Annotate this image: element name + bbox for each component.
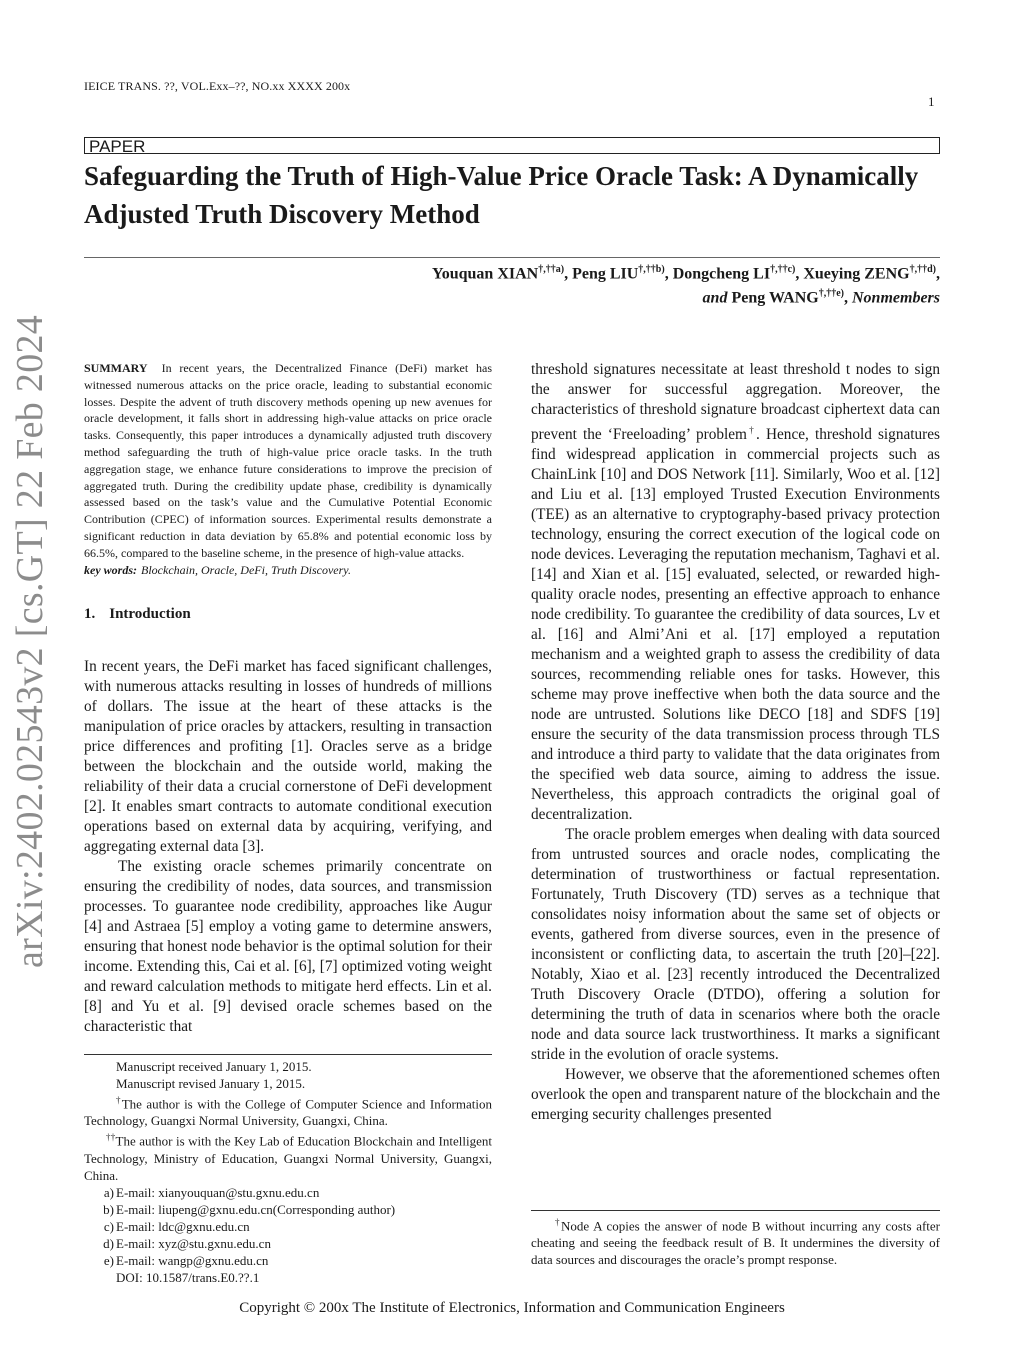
abstract-label: SUMMARY [84, 361, 148, 375]
footnote-divider [84, 1054, 492, 1055]
page-number: 1 [928, 94, 935, 109]
abstract [84, 360, 492, 562]
author-separator: , [795, 265, 804, 283]
affiliation-note [84, 1092, 492, 1129]
body-paragraph: In recent years, the DeFi market has faced significant challenges, with numerous attacks resulting in losses of hundreds of millions of dollars. The issue at the heart of these attacks is the manipulation of price oracles by attackers, resulting in transaction price differences and profiting [1]. Oracles serve as a bridge between the blockchain and the outside world, making the reliability of their data a crucial cornerstone of DeFi development [2]. It enables smart contracts to automate conditional execution operations based on external data by acquiring, verifying, and aggregating external data [3]. [84, 657, 492, 855]
footnote-mark: † [746, 425, 757, 435]
paper-type-label: PAPER [84, 137, 940, 154]
author-name: Youquan XIAN [431, 265, 539, 283]
body-paragraph [531, 360, 940, 825]
revised-date: Manuscript revised January 1, 2015. [116, 1076, 306, 1091]
membership-status: Nonmembers [852, 289, 940, 307]
email-key: d) [103, 1235, 114, 1251]
email-line [84, 1235, 492, 1252]
author-line-2: and Peng $WANG^{\dagger,\dagger\dagger e)}$, Nonmembers [702, 288, 940, 307]
author-affiliation-mark: †,††d) [909, 264, 936, 275]
author-name: Dongcheng LI [672, 265, 771, 283]
paragraph-text: . Hence, threshold signatures find widespread application in commercial projects such as ChainLink [10] and DOS Network [11]. Similarly, Woo et al. [12] and Liu et al. [13] employed Trusted Execution Environments (TEE) as an alternative to cryptography-based privacy protection technology, ensuring the correct execution of the logical code on node devices. Leveraging the reputation mechanism, Taghavi et al. [14] and Xian et al. [15] evaluated, selected, or rewarded high-quality oracle nodes, presenting an effective approach to enhance node credibility. To guarantee the credibility of data sources, Lv et al. [16] and Almi’Ani et al. [17] employed a reputation mechanism and a weighted graph to assess the credibility of data sources, recommending reliable ones for tasks. However, this scheme may prove ineffective when both the data source and the node are untrusted. Solutions like DECO [18] and SDFS [19] ensure the security of the data transmission process through TLS and introduce a third party to validate that the data originates from the specified web data source, aiming to address the issue. Nevertheless, this approach contradicts the original goal of decentralization. [531, 426, 941, 824]
email-text: E-mail: xianyouquan@stu.gxnu.edu.cn [116, 1184, 320, 1200]
author-name: Peng WANG [731, 289, 819, 307]
footnote-divider [531, 1210, 940, 1211]
author-separator: , [936, 265, 940, 283]
affiliation-text: The author is with the College of Computer Science and Information Technology, Guangxi Normal University, Guangxi, China. [84, 1096, 492, 1129]
email-line [84, 1218, 492, 1235]
email-line [84, 1184, 492, 1201]
manuscript-footnotes [84, 1058, 492, 1286]
section-heading [84, 606, 492, 623]
author-line-1 [80, 260, 940, 284]
copyright-notice: Copyright © 200x The Institute of Electronics, Information and Communication Engineers [239, 1300, 785, 1316]
section-title: Introduction [109, 605, 191, 622]
author-name: Xueying ZENG [803, 265, 910, 283]
email-text: E-mail: xyz@stu.gxnu.edu.cn [116, 1235, 271, 1251]
affiliation-note [84, 1129, 492, 1183]
keywords-label: key words: [84, 562, 137, 577]
abstract-text: In recent years, the Decentralized Finance (DeFi) market has witnessed numerous attacks on the price oracle, leading to substantial economic losses. Despite the advent of truth discovery methods opening up new avenues for oracle development, it falls short in addressing high-value attacks on price oracle tasks. Consequently, this paper introduces a dynamically adjusted truth discovery method safeguarding the truth of high-value price oracle tasks. In the truth aggregation stage, we enhance future considerations to improve the precision of aggregated truth. During the credibility update phase, credibility is dynamically assessed based on the task’s value and the Cumulative Potential Economic Contribution (CPEC) of information sources. Experimental results demonstrate a significant reduction in data deviation by 65.8% and potential economic loss by 66.5%, compared to the baseline scheme, in the presence of high-value attacks. [84, 361, 492, 560]
email-key: c) [103, 1218, 114, 1234]
body-paragraph: However, we observe that the aforementioned schemes often overlook the open and transparent nature of the blockchain and the emerging security challenges presented [531, 1066, 940, 1124]
affiliation-text: The author is with the Key Lab of Education Blockchain and Intelligent Technology, Ministry of Education, Guangxi Normal University, Guangxi, China. [84, 1133, 492, 1183]
keywords [84, 562, 492, 578]
author-affiliation-mark: †,††e) [818, 288, 844, 300]
email-key: a) [103, 1184, 114, 1200]
left-column [84, 360, 492, 1037]
doi: DOI: 10.1587/trans.E0.??.1 [116, 1269, 260, 1285]
email-line [84, 1252, 492, 1269]
title-divider [84, 257, 940, 258]
author-affiliation-mark: †,††a) [538, 264, 565, 275]
email-key: e) [103, 1252, 114, 1268]
footnote-mark: †† [106, 1132, 116, 1143]
footnote-text: Node A copies the answer of node B without incurring any costs after cheating and seeing the feedback result of B. It undermines the diversity of data sources and discourages the oracle’s prompt response. [531, 1218, 941, 1268]
email-text: E-mail: ldc@gxnu.edu.cn [116, 1218, 250, 1234]
keywords-text: Blockchain, Oracle, DeFi, Truth Discovery. [141, 562, 351, 577]
email-text: E-mail: liupeng@gxnu.edu.cn(Corresponding author) [116, 1201, 396, 1217]
email-line [84, 1201, 492, 1218]
footnote-mark: † [555, 1217, 561, 1227]
author-list [80, 260, 940, 309]
author-separator: , [664, 265, 673, 283]
received-date: Manuscript received January 1, 2015. [116, 1059, 312, 1074]
author-affiliation-mark: †,††c) [770, 264, 796, 275]
section-number: 1. [84, 605, 96, 622]
body-paragraph: The oracle problem emerges when dealing with data sourced from untrusted sources and oracle nodes, complicating the determination of trustworthiness or factual representation. Fortunately, Truth Discovery (TD) serves as a technique that consolidates noisy information about the same set of objects or events, gathered from diverse sources, even in the presence of inconsistent or conflicting data, to ascertain the truth [20]–[22]. Notably, Xiao et al. [23] recently introduced the Decentralized Truth Discovery Oracle (DTDO), offering a solution for determining the truth of data in scenarios where both the oracle node and data source lack trustworthiness. It marks a significant stride in the evolution of oracle systems. [531, 826, 940, 1064]
right-column [531, 360, 940, 1125]
paper-title: Safeguarding the Truth of High-Value Price Oracle Task: A Dynamically Adjusted Truth Discovery Method [84, 161, 919, 229]
author-conjunction: and [702, 289, 728, 307]
body-paragraph: The existing oracle schemes primarily concentrate on ensuring the credibility of nodes, data sources, and transmission processes. To guarantee node credibility, approaches like Augur [4] and Astraea [5] employ a voting game to determine answers, ensuring that honest node behavior is the optimal solution for their income. Extending this, Cai et al. [6], [7] optimized voting weight and reward calculation methods to mitigate herd effects. Lin et al. [8] and Yu et al. [9] devised oracle schemes based on the characteristic that [84, 857, 492, 1035]
author-name: Peng LIU [572, 265, 639, 283]
email-key: b) [103, 1201, 114, 1217]
email-text: E-mail: wangp@gxnu.edu.cn [116, 1252, 269, 1268]
author-separator: , [564, 265, 573, 283]
running-header: IEICE TRANS. ??, VOL.Exx–??, NO.xx XXXX 200x [84, 79, 351, 93]
footnote [531, 1214, 940, 1268]
arxiv-stamp: arXiv:2402.02543v2 [cs.GT] 22 Feb 2024 [9, 314, 51, 968]
paragraph-text: threshold signatures necessitate at least threshold t nodes to sign the answer for successful aggregation. Moreover, the characteristics of threshold signature broadcast ciphertext data can prevent the ‘Freeloading’ problem [531, 361, 940, 444]
author-affiliation-mark: †,††b) [638, 264, 665, 275]
footnote-mark: † [116, 1095, 122, 1105]
